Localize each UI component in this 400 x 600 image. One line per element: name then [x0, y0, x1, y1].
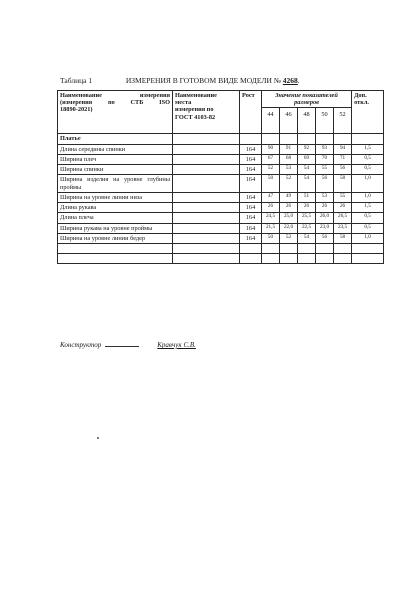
size-value: 58 [334, 175, 352, 192]
measurement-name-text: Ширина изделия на уровне глубины проймы [60, 176, 170, 191]
place-name [173, 154, 240, 164]
tolerance-value: 1,0 [352, 233, 384, 243]
measurement-name-text: Длина плеча [60, 214, 94, 222]
empty-row [58, 254, 384, 264]
table-caption [60, 76, 300, 85]
empty-cell [262, 134, 280, 144]
header-col1-line2: (измерения по СТБ ISO [60, 99, 170, 107]
table-row [58, 213, 384, 223]
empty-cell [334, 134, 352, 144]
measurement-name-text: Длина рукава [60, 204, 97, 212]
measurement-name-text: Длина середины спинки [60, 145, 126, 153]
header-col1-line1: Наименование измерения [60, 92, 170, 99]
empty-cell [298, 244, 316, 254]
measurement-name [58, 203, 173, 213]
size-value: 94 [334, 144, 352, 154]
size-value: 22,0 [280, 223, 298, 233]
signature-block [60, 341, 196, 349]
size-value: 92 [298, 144, 316, 154]
empty-cell [262, 244, 280, 254]
empty-cell [352, 134, 384, 144]
size-value: 52 [280, 233, 298, 243]
measurement-name-text: Ширина на уровне линии низа [60, 193, 143, 201]
measurements-table [57, 90, 384, 264]
header-row [58, 91, 384, 108]
signature-line [105, 346, 139, 347]
empty-cell [240, 244, 262, 254]
empty-cell [262, 254, 280, 264]
tolerance-value: 1,0 [352, 175, 384, 192]
empty-cell [280, 244, 298, 254]
height-value: 164 [240, 213, 262, 223]
height-value: 164 [240, 203, 262, 213]
size-value: 93 [316, 144, 334, 154]
place-name [173, 223, 240, 233]
measurement-name [58, 144, 173, 154]
size-value: 56 [334, 165, 352, 175]
header-col2-line2: места [175, 99, 192, 107]
size-value: 56 [316, 233, 334, 243]
measurement-name [58, 165, 173, 175]
header-measurement-name [58, 91, 173, 134]
tolerance-value: 0,5 [352, 213, 384, 223]
table-row [58, 203, 384, 213]
scan-speck [97, 437, 99, 439]
header-col5-line2: откл. [354, 99, 369, 107]
height-value: 164 [240, 165, 262, 175]
size-value: 26,0 [316, 213, 334, 223]
table-row [58, 175, 384, 192]
place-name [173, 203, 240, 213]
size-44: 44 [262, 108, 280, 134]
size-value: 50 [262, 175, 280, 192]
size-value: 71 [334, 154, 352, 164]
table-row [58, 233, 384, 243]
table-row [58, 223, 384, 233]
height-value: 164 [240, 144, 262, 154]
title-suffix: . [297, 76, 300, 85]
empty-cell [298, 254, 316, 264]
size-value: 69 [298, 154, 316, 164]
height-value: 164 [240, 175, 262, 192]
height-value: 164 [240, 233, 262, 243]
size-value: 55 [316, 165, 334, 175]
size-value: 26 [334, 203, 352, 213]
size-value: 49 [280, 192, 298, 202]
size-value: 47 [262, 192, 280, 202]
empty-cell [173, 244, 240, 254]
measurement-name [58, 213, 173, 223]
size-value: 26 [280, 203, 298, 213]
signature-role: Конструктор [60, 341, 102, 349]
table-row [58, 165, 384, 175]
empty-cell [58, 244, 173, 254]
measurement-name-text: Ширина рукава на уровне проймы [60, 224, 153, 232]
size-value: 58 [334, 233, 352, 243]
empty-cell [240, 134, 262, 144]
header-col2-line3: измерения по [175, 106, 214, 114]
signature-name: Кравчук С.В. [157, 341, 196, 349]
table-row [58, 154, 384, 164]
measurement-name [58, 175, 173, 192]
empty-cell [58, 254, 173, 264]
size-value: 54 [298, 175, 316, 192]
size-value: 25,5 [298, 213, 316, 223]
header-col1-line3: 18890-2021) [60, 106, 93, 114]
size-value: 68 [280, 154, 298, 164]
model-number: 4268 [282, 76, 298, 85]
measurement-name-text: Ширина на уровне линии бедер [60, 234, 146, 242]
place-name [173, 192, 240, 202]
size-value: 54 [298, 165, 316, 175]
empty-cell [173, 254, 240, 264]
size-value: 51 [298, 192, 316, 202]
header-size-values: Значение показателей размеров [262, 91, 352, 108]
header-height: Рост [240, 91, 262, 134]
header-col2-line1: Наименование [175, 92, 217, 99]
size-value: 24,5 [262, 213, 280, 223]
table-label: Таблица 1 [60, 76, 93, 85]
measurement-name [58, 233, 173, 243]
size-value: 91 [280, 144, 298, 154]
size-48: 48 [298, 108, 316, 134]
size-value: 53 [316, 192, 334, 202]
measurement-name [58, 223, 173, 233]
size-value: 26 [298, 203, 316, 213]
table-row [58, 144, 384, 154]
size-value: 53 [280, 165, 298, 175]
size-value: 26,5 [334, 213, 352, 223]
empty-cell [316, 244, 334, 254]
size-value: 26 [262, 203, 280, 213]
height-value: 164 [240, 223, 262, 233]
empty-cell [173, 134, 240, 144]
section-title: Платье [58, 134, 173, 144]
size-46: 46 [280, 108, 298, 134]
header-place-name [173, 91, 240, 134]
empty-cell [316, 254, 334, 264]
size-value: 22,5 [298, 223, 316, 233]
empty-cell [298, 134, 316, 144]
size-value: 56 [316, 175, 334, 192]
place-name [173, 213, 240, 223]
place-name [173, 144, 240, 154]
measurement-name [58, 154, 173, 164]
header-tolerance [352, 91, 384, 134]
header-col2-line4: ГОСТ 4103-82 [175, 113, 216, 121]
measurement-name [58, 192, 173, 202]
tolerance-value: 0,5 [352, 165, 384, 175]
height-value: 164 [240, 192, 262, 202]
size-52: 52 [334, 108, 352, 134]
size-value: 21,5 [262, 223, 280, 233]
size-value: 26 [316, 203, 334, 213]
tolerance-value: 0,5 [352, 154, 384, 164]
tolerance-value: 0,5 [352, 223, 384, 233]
empty-cell [352, 254, 384, 264]
measurement-name-text: Ширина плеч [60, 155, 97, 163]
empty-cell [334, 254, 352, 264]
height-value: 164 [240, 154, 262, 164]
size-value: 23,5 [334, 223, 352, 233]
size-value: 25,0 [280, 213, 298, 223]
empty-cell [280, 254, 298, 264]
empty-row [58, 244, 384, 254]
tolerance-value: 1,5 [352, 203, 384, 213]
size-value: 50 [262, 233, 280, 243]
size-value: 70 [316, 154, 334, 164]
table-title: ИЗМЕРЕНИЯ В ГОТОВОМ ВИДЕ МОДЕЛИ № [125, 76, 281, 85]
tolerance-value: 1,0 [352, 192, 384, 202]
measurement-name-text: Ширина спинки [60, 166, 104, 174]
empty-cell [316, 134, 334, 144]
size-value: 55 [334, 192, 352, 202]
size-value: 54 [298, 233, 316, 243]
size-value: 52 [280, 175, 298, 192]
header-col5-line1: Доп. [354, 92, 367, 99]
section-row [58, 134, 384, 144]
size-value: 67 [262, 154, 280, 164]
size-50: 50 [316, 108, 334, 134]
empty-cell [280, 134, 298, 144]
empty-cell [334, 244, 352, 254]
tolerance-value: 1,5 [352, 144, 384, 154]
size-value: 90 [262, 144, 280, 154]
empty-cell [240, 254, 262, 264]
size-value: 52 [262, 165, 280, 175]
table-row [58, 192, 384, 202]
size-value: 23,0 [316, 223, 334, 233]
empty-cell [352, 244, 384, 254]
place-name [173, 165, 240, 175]
place-name [173, 175, 240, 192]
place-name [173, 233, 240, 243]
